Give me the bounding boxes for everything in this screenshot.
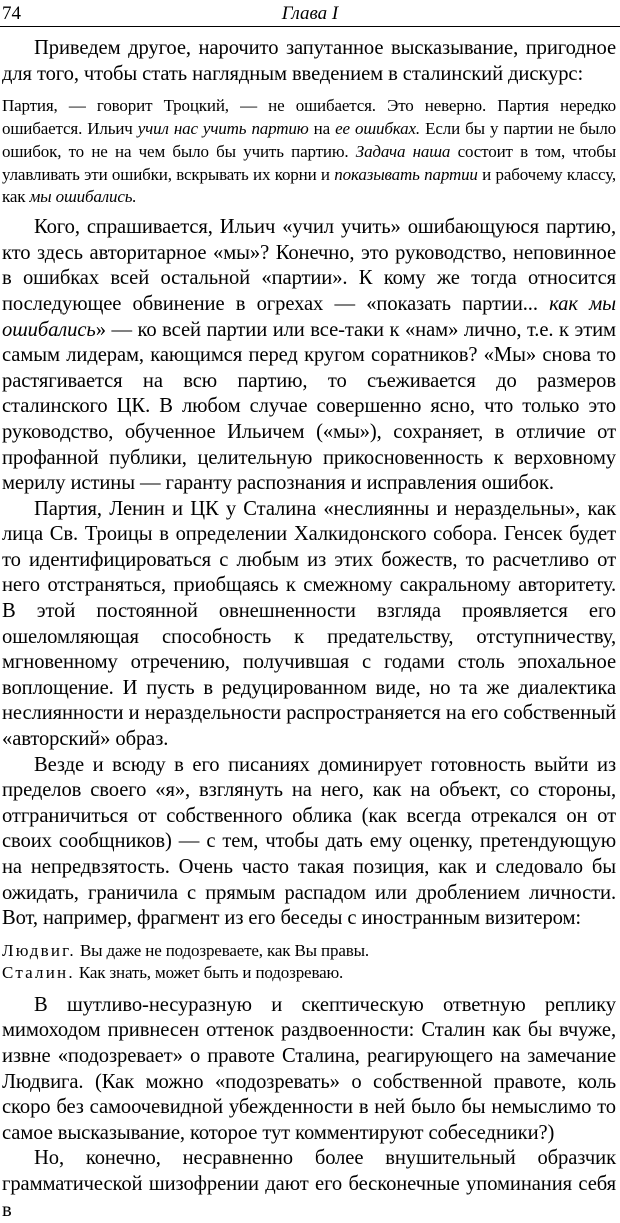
quote-italic-2: ее ошибках. xyxy=(335,118,421,138)
quote-italic-3: Задача наша xyxy=(355,141,451,161)
paragraph-5: В шутливо-несуразную и скептическую ответную реплику мимоходом привнесен оттенок раздвоенности: Сталин как бы вчуже, извне «подозревает» о правоте Сталина, реагирующего на замечание Людвига. (Как можно «подозревать» о собственной правоте, коль скоро без самоочевидной убежденности в ней было бы немыслимо то самое высказывание, которое тут комментируют собеседники?) xyxy=(2,993,616,1144)
page-number: 74 xyxy=(2,3,21,24)
paragraph-2-text-2: » — ко всей партии или все-таки к «нам» лично, т.е. к этим самым лидерам, кающимся перед кругом соратников? «Мы» снова то растягивается на всю партию, то съеживается до размеров сталинского ЦК. В любом случае совершенно ясно, что только это руководство, обученное Ильичем («мы»), сохраняет, в отличие от профанной публики, целительную прикосновенность к верховному мерилу истины — гаранту распознания и исправления ошибок. xyxy=(2,318,616,495)
dialog-text-2: Как знать, может быть и подозреваю. xyxy=(74,963,344,983)
page-body xyxy=(2,36,616,1223)
quote-text-5: и рабочему классу, как xyxy=(2,164,616,207)
paragraph-4: Везде и всюду в его писаниях доминирует готовность выйти из пределов своего «я», взглянуть на него, как на объект, со стороны, отграничиться от собственного облика (как всегда отрекался он от своих сообщников) — с тем, чтобы дать ему оценку, претендующую на непредвзятость. Очень часто такая позиция, как и следовало бы ожидать, граничила с прямым распадом или дроблением личности. Вот, например, фрагмент из его беседы с иностранным визитером: xyxy=(2,753,616,930)
quote-italic-5: мы ошибались. xyxy=(29,187,137,207)
paragraph-1: Приведем другое, нарочито запутанное высказывание, пригодное для того, чтобы стать наглядным введением в сталинский дискурс: xyxy=(2,37,616,85)
trotsky-quote xyxy=(2,95,616,209)
paragraph-2-italic: как мы ошибались xyxy=(2,292,616,341)
quote-text-4: состоит в том, чтобы улавливать эти ошибки, вскрывать их корни и xyxy=(2,141,617,184)
quote-italic-1: учил нас учить партию xyxy=(137,118,309,138)
dialog-text-1: Вы даже не подозреваете, как Вы правы. xyxy=(75,940,369,960)
quote-text-1: Партия, — говорит Троцкий, — не ошибается. Это неверно. Партия нередко ошибается. Ильич xyxy=(2,96,616,138)
quote-text-2: на xyxy=(308,118,336,138)
dialog-excerpt xyxy=(2,940,616,985)
quote-text-3: Если бы у партии не было ошибок, то не на чем было бы учить партию. xyxy=(2,118,617,161)
dialog-line-1 xyxy=(2,940,616,963)
chapter-title: Глава I xyxy=(281,3,339,24)
paragraph-3: Партия, Ленин и ЦК у Сталина «неслиянны и нераздельны», как лица Св. Троицы в определении Халкидонского собора. Генсек будет то идентифицироваться с любым из этих божеств, то расчетливо от него отстраняться, приобщаясь к смежному сакральному авторитету. В этой постоянной овнешненности взгляда проявляется его ошеломляющая способность к предательству, отступничеству, мгновенному отречению, получившая с годами столь эпохальное воплощение. И пусть в редуцированном виде, но та же диалектика неслиянности и нераздельности распространяется на его собственный «авторский» образ. xyxy=(2,497,616,751)
quote-italic-4: показывать партии xyxy=(334,164,478,184)
paragraph-2-text-1: Кого, спрашивается, Ильич «учил учить» ошибающуюся партию, кто здесь авторитарное «мы»? Конечно, это руководство, неповинное в ошибках всей остальной «партии». К кому же тогда относится последующее обвинение в огрехах — «показать партии... xyxy=(2,216,616,315)
speaker-ludwig: Людвиг. xyxy=(2,940,76,960)
page-header xyxy=(0,0,620,27)
paragraph-2 xyxy=(2,215,616,497)
dialog-line-2 xyxy=(2,962,616,985)
paragraph-6: Но, конечно, несравненно более внушительный образчик грамматической шизофрении дают его бесконечные упоминания себя в xyxy=(2,1147,616,1221)
speaker-stalin: Сталин. xyxy=(2,963,75,983)
